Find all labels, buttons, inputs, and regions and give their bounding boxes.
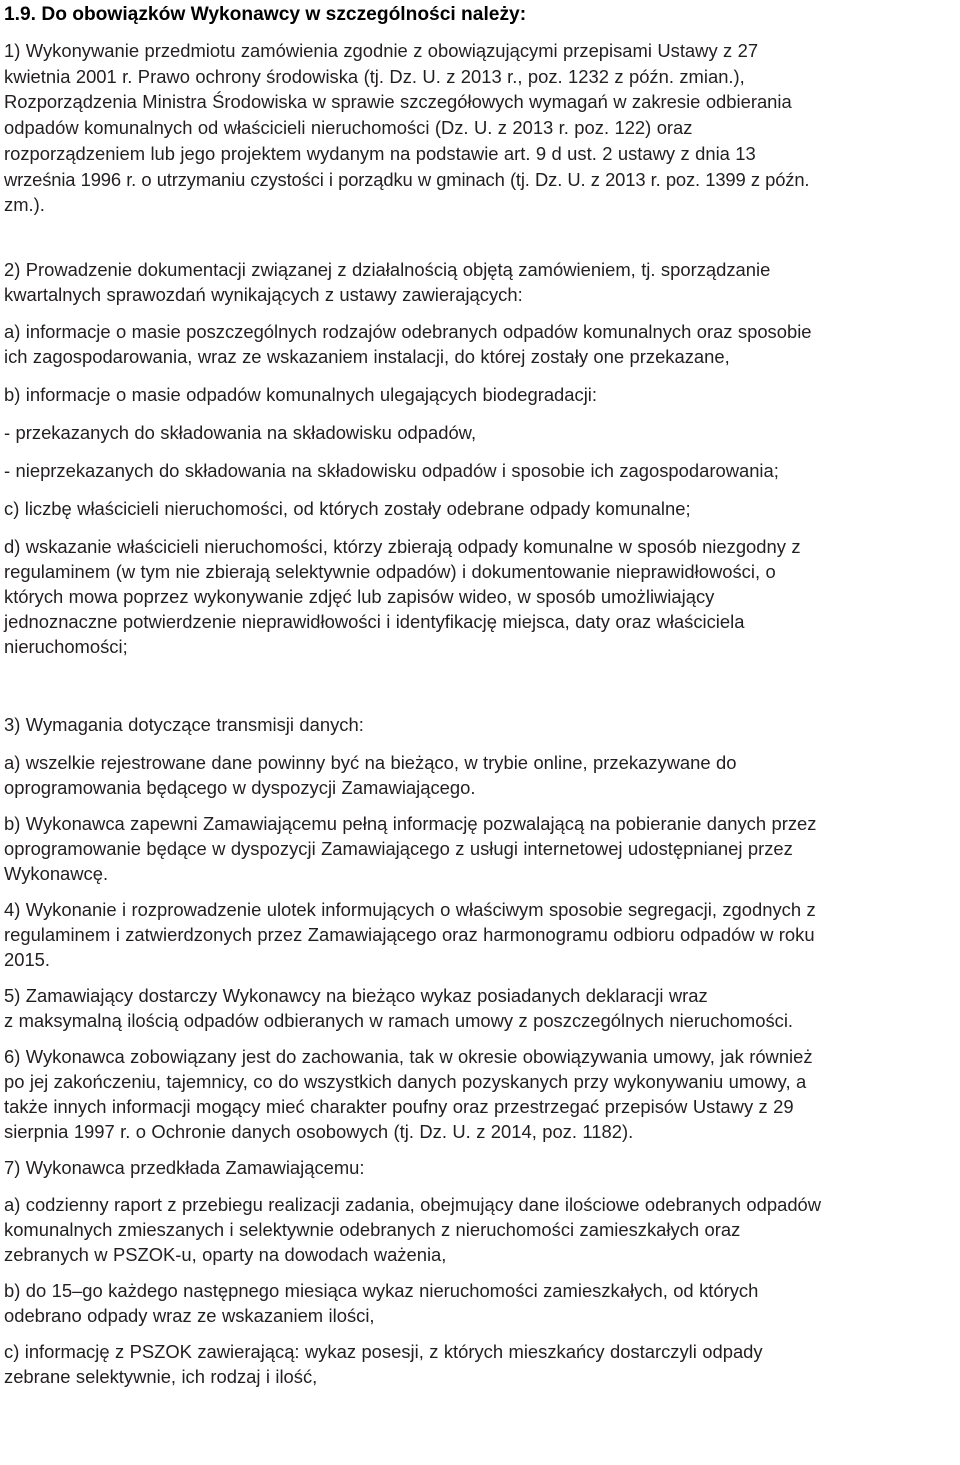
item-7-c xyxy=(4,1339,954,1389)
item-7-b-line: b) do 15–go każdego następnego miesiąca wykaz nieruchomości zamieszkałych, od których xyxy=(4,1279,759,1301)
item-4-line: regulaminem i zatwierdzonych przez Zamawiającego oraz harmonogramu odbioru odpadów w roku xyxy=(4,923,815,945)
item-1-line: kwietnia 2001 r. Prawo ochrony środowiska (tj. Dz. U. z 2013 r., poz. 1232 z późn. zmian.), xyxy=(4,65,745,87)
item-7-a xyxy=(4,1192,954,1267)
item-3-b-line: b) Wykonawca zapewni Zamawiającemu pełną informację pozwalającą na pobieranie danych przez xyxy=(4,812,817,834)
item-1-line: 1) Wykonywanie przedmiotu zamówienia zgodnie z obowiązującymi przepisami Ustawy z 27 xyxy=(4,40,759,61)
item-7-c-line: c) informację z PSZOK zawierającą: wykaz posesji, z których mieszkańcy dostarczyli odpady xyxy=(4,1340,763,1362)
item-1-line: zm.). xyxy=(4,194,45,216)
item-2-d-line: regulaminem (w tym nie zbierają selektywnie odpadów) i dokumentowanie nieprawidłowości, o xyxy=(4,560,776,582)
item-2-b: b) informacje o masie odpadów komunalnych ulegających biodegradacji: xyxy=(4,383,597,405)
item-7-a-line: zebranych w PSZOK-u, oparty na dowodach ważenia, xyxy=(4,1243,447,1265)
item-1-line: Rozporządzenia Ministra Środowiska w sprawie szczegółowych wymagań w zakresie odbierania xyxy=(4,91,792,113)
item-1 xyxy=(4,38,954,218)
item-3-a-line: a) wszelkie rejestrowane dane powinny być na bieżąco, w trybie online, przekazywane do xyxy=(4,751,737,773)
item-2-intro: 2) Prowadzenie dokumentacji związanej z działalnością objętą zamówieniem, tj. sporządzanie xyxy=(4,258,771,280)
item-3-b xyxy=(4,811,954,886)
item-1-line: września 1996 r. o utrzymaniu czystości i porządku w gminach (tj. Dz. U. z 2013 r. poz. 1399 z późn. xyxy=(4,168,810,190)
item-6-line: także innych informacji mogący mieć charakter poufny oraz przestrzegać przepisów Ustawy z 29 xyxy=(4,1095,794,1117)
item-4-line: 2015. xyxy=(4,948,51,970)
item-1-line: odpadów komunalnych od właścicieli nieruchomości (Dz. U. z 2013 r. poz. 122) oraz xyxy=(4,117,693,139)
item-2-dash-1: - przekazanych do składowania na składowisku odpadów, xyxy=(4,421,477,443)
item-2-d-line: d) wskazanie właścicieli nieruchomości, którzy zbierają odpady komunalne w sposób niezgodny z xyxy=(4,535,801,557)
item-6-line: 6) Wykonawca zobowiązany jest do zachowania, tak w okresie obowiązywania umowy, jak również xyxy=(4,1045,813,1067)
item-2-c: c) liczbę właścicieli nieruchomości, od których zostały odebrane odpady komunalne; xyxy=(4,497,691,519)
item-7-b xyxy=(4,1278,954,1328)
item-1-line: rozporządzeniem lub jego projektem wydanym na podstawie art. 9 d ust. 2 ustawy z dnia 13 xyxy=(4,142,756,164)
item-3-b-line: oprogramowanie będące w dyspozycji Zamawiającego z usługi internetowej udostępnianej przez xyxy=(4,837,793,859)
item-7-a-line: komunalnych zmieszanych i selektywnie odebranych z nieruchomości zamieszkałych oraz xyxy=(4,1218,741,1240)
item-4-line: 4) Wykonanie i rozprowadzenie ulotek informujących o właściwym sposobie segregacji, zgodnych z xyxy=(4,898,816,920)
item-3-a-line: oprogramowania będącego w dyspozycji Zamawiającego. xyxy=(4,776,476,798)
item-2-a xyxy=(4,319,954,369)
item-5 xyxy=(4,983,954,1033)
section-heading: 1.9. Do obowiązków Wykonawcy w szczególności należy: xyxy=(4,4,527,25)
item-2-dash-2: - nieprzekazanych do składowania na składowisku odpadów i sposobie ich zagospodarowania; xyxy=(4,459,779,481)
item-2-d-line: jednoznaczne potwierdzenie nieprawidłowości i identyfikację miejsca, daty oraz właściciela xyxy=(4,610,745,632)
item-3-intro: 3) Wymagania dotyczące transmisji danych: xyxy=(4,713,364,735)
item-2-d-line: nieruchomości; xyxy=(4,635,128,657)
item-7-b-line: odebrano odpady wraz ze wskazaniem ilości, xyxy=(4,1304,375,1326)
item-3-a xyxy=(4,750,954,800)
item-2-d-line: których mowa poprzez wykonywanie zdjęć lub zapisów wideo, w sposób umożliwiający xyxy=(4,585,715,607)
item-6-line: sierpnia 1997 r. o Ochronie danych osobowych (tj. Dz. U. z 2014, poz. 1182). xyxy=(4,1120,634,1142)
item-6-line: po jej zakończeniu, tajemnicy, co do wszystkich danych pozyskanych przy wykonywaniu umowy, a xyxy=(4,1070,807,1092)
item-2-a-line: ich zagospodarowania, wraz ze wskazaniem instalacji, do której zostały one przekazane, xyxy=(4,345,730,367)
item-2 xyxy=(4,257,954,307)
item-7-a-line: a) codzienny raport z przebiegu realizacji zadania, obejmujący dane ilościowe odebranych odpadów xyxy=(4,1193,822,1215)
item-3-b-line: Wykonawcę. xyxy=(4,862,109,884)
item-7-intro: 7) Wykonawca przedkłada Zamawiającemu: xyxy=(4,1156,365,1178)
item-2-a-line: a) informacje o masie poszczególnych rodzajów odebranych odpadów komunalnych oraz sposobie xyxy=(4,320,812,342)
item-2-d xyxy=(4,534,954,659)
item-2-intro: kwartalnych sprawozdań wynikających z ustawy zawierających: xyxy=(4,283,523,305)
item-7-c-line: zebrane selektywnie, ich rodzaj i ilość, xyxy=(4,1365,318,1387)
item-5-line: 5) Zamawiający dostarczy Wykonawcy na bieżąco wykaz posiadanych deklaracji wraz xyxy=(4,984,708,1006)
item-5-line: z maksymalną ilością odpadów odbieranych w ramach umowy z poszczególnych nieruchomości. xyxy=(4,1009,794,1031)
item-6 xyxy=(4,1044,954,1144)
item-4 xyxy=(4,897,954,972)
